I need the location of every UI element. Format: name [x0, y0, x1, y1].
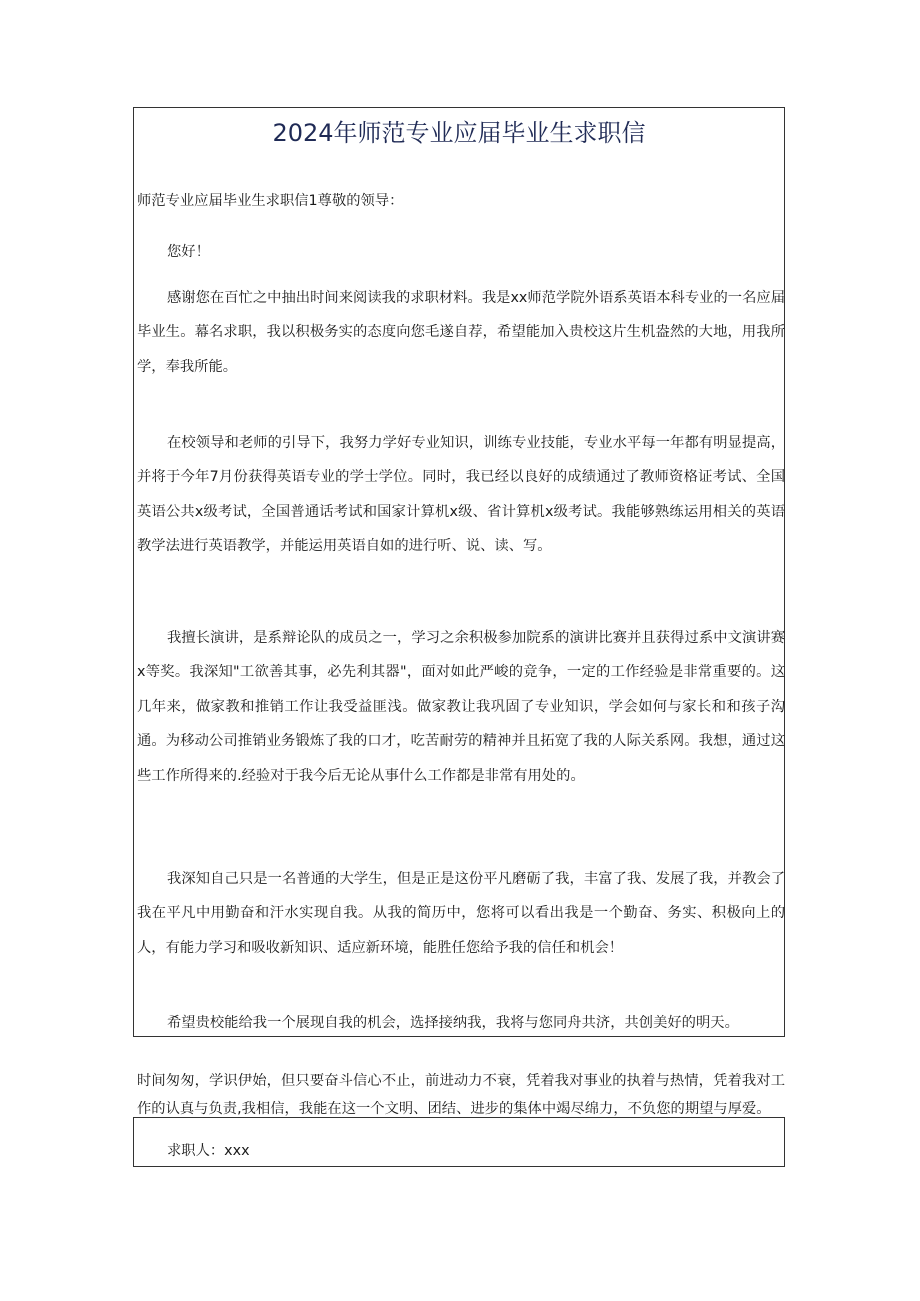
body-paragraph-2: 在校领导和老师的引导下，我努力学好专业知识，训练专业技能，专业水平每一年都有明显提高，并将于今年7月份获得英语专业的学士学位。同时，我已经以良好的成绩通过了教师资格证考试、全国英语公共x级考试，全国普通话考试和国家计算机x级、省计算机x级考试。我能够熟练运用相关的英语教学法进行英语教学，并能运用英语自如的进行听、说、读、写。: [137, 435, 785, 555]
salutation: 师范专业应届毕业生求职信1尊敬的领导：: [137, 193, 404, 209]
document-title: 2024年师范专业应届毕业生求职信: [272, 119, 646, 147]
signature: 求职人：xxx: [167, 1143, 250, 1159]
body-paragraph-1: 感谢您在百忙之中抽出时间来阅读我的求职材料。我是xx师范学院外语系英语本科专业的一名应届毕业生。幕名求职，我以积极务实的态度向您毛遂自荐，希望能加入贵校这片生机盎然的大地，用我所学，奉我所能。: [137, 290, 785, 375]
closing-paragraph: 时间匆匆，学识伊始，但只要奋斗信心不止，前进动力不衰，凭着我对事业的执着与热情，凭着我对工作的认真与负责,我相信，我能在这一个文明、团结、进步的集体中竭尽绵力，不负您的期望与厚爱。: [137, 1073, 785, 1117]
greeting: 您好！: [167, 244, 210, 260]
body-paragraph-3: 我擅长演讲，是系辩论队的成员之一，学习之余积极参加院系的演讲比赛并且获得过系中文演讲赛x等奖。我深知"工欲善其事，必先利其器"，面对如此严峻的竞争，一定的工作经验是非常重要的。这几年来，做家教和推销工作让我受益匪浅。做家教让我巩固了专业知识，学会如何与家长和和孩子沟通。为移动公司推销业务锻炼了我的口才，吃苦耐劳的精神并且拓宽了我的人际关系网。我想，通过这些工作所得来的.经验对于我今后无论从事什么工作都是非常有用处的。: [137, 630, 785, 784]
body-paragraph-4: 我深知自己只是一名普通的大学生，但是正是这份平凡磨砺了我，丰富了我、发展了我，并教会了我在平凡中用勤奋和汗水实现自我。从我的简历中，您将可以看出我是一个勤奋、务实、积极向上的人，有能力学习和吸收新知识、适应新环境，能胜任您给予我的信任和机会！: [137, 871, 785, 956]
body-paragraph-5: 希望贵校能给我一个展现自我的机会，选择接纳我，我将与您同舟共济，共创美好的明天。: [167, 1015, 739, 1031]
